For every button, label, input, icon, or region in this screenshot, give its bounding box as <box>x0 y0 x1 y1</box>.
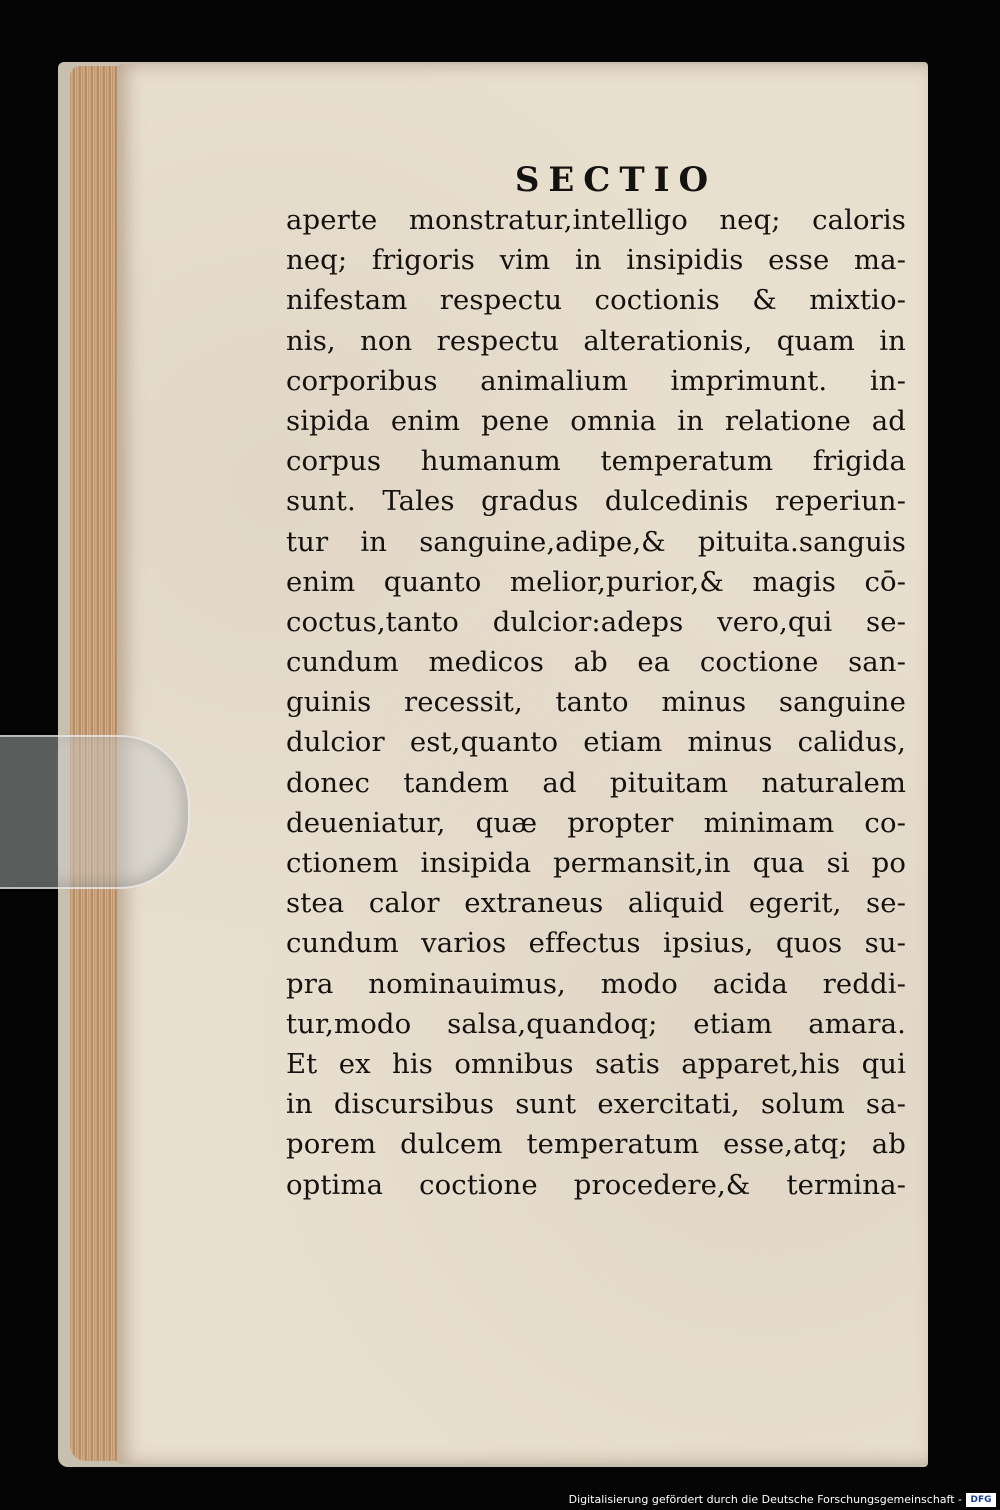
text-line: corporibus animalium imprimunt. in- <box>286 364 906 397</box>
text-line: enim quanto melior,purior,& magis cō- <box>286 565 906 598</box>
text-line: optima coctione procedere,& termina- <box>286 1168 906 1201</box>
text-line: sunt. Tales gradus dulcedinis reperiun- <box>286 485 906 518</box>
text-line: neq; frigoris vim in insipidis esse ma- <box>286 244 906 277</box>
text-line: ctionem insipida permansit,in qua si po <box>286 847 906 879</box>
text-line: corpus humanum temperatum frigida <box>286 445 906 478</box>
text-line: aperte monstratur,intelligo neq; caloris <box>286 204 906 236</box>
running-head: SECTIO <box>514 160 718 200</box>
text-line: sipida enim pene omnia in relatione ad <box>286 404 906 437</box>
text-line: nis, non respectu alterationis, quam in <box>286 324 906 357</box>
text-line: in discursibus sunt exercitati, solum sa- <box>286 1088 906 1121</box>
text-line: guinis recessit, tanto minus sanguine <box>286 686 906 719</box>
text-lines <box>286 200 906 1205</box>
text-line: cundum varios effectus ipsius, quos su- <box>286 927 906 960</box>
text-line: porem dulcem temperatum esse,atq; ab <box>286 1128 906 1161</box>
text-line: deueniatur, quæ propter minimam co- <box>286 806 906 839</box>
text-line: stea calor extraneus aliquid egerit, se- <box>286 887 906 920</box>
text-line: tur in sanguine,adipe,& pituita.sanguis <box>286 525 906 558</box>
text-line: nifestam respectu coctionis & mixtio- <box>286 284 906 317</box>
text-line: cundum medicos ab ea coctione san- <box>286 646 906 679</box>
text-line: dulcior est,quanto etiam minus calidus, <box>286 726 906 759</box>
dfg-logo: DFG <box>966 1493 996 1507</box>
text-line: Et ex his omnibus satis apparet,his qui <box>286 1047 906 1080</box>
glass-page-holder <box>0 735 190 889</box>
text-line: pra nominauimus, modo acida reddi- <box>286 967 906 1000</box>
digitization-credit: Digitalisierung gefördert durch die Deutsche Forschungsgemeinschaft - <box>568 1493 962 1506</box>
text-block <box>286 160 906 1205</box>
text-line: coctus,tanto dulcior:adeps vero,qui se- <box>286 605 906 638</box>
text-line: donec tandem ad pituitam naturalem <box>286 766 906 799</box>
text-line: tur,modo salsa,quandoq; etiam amara. <box>286 1007 906 1040</box>
